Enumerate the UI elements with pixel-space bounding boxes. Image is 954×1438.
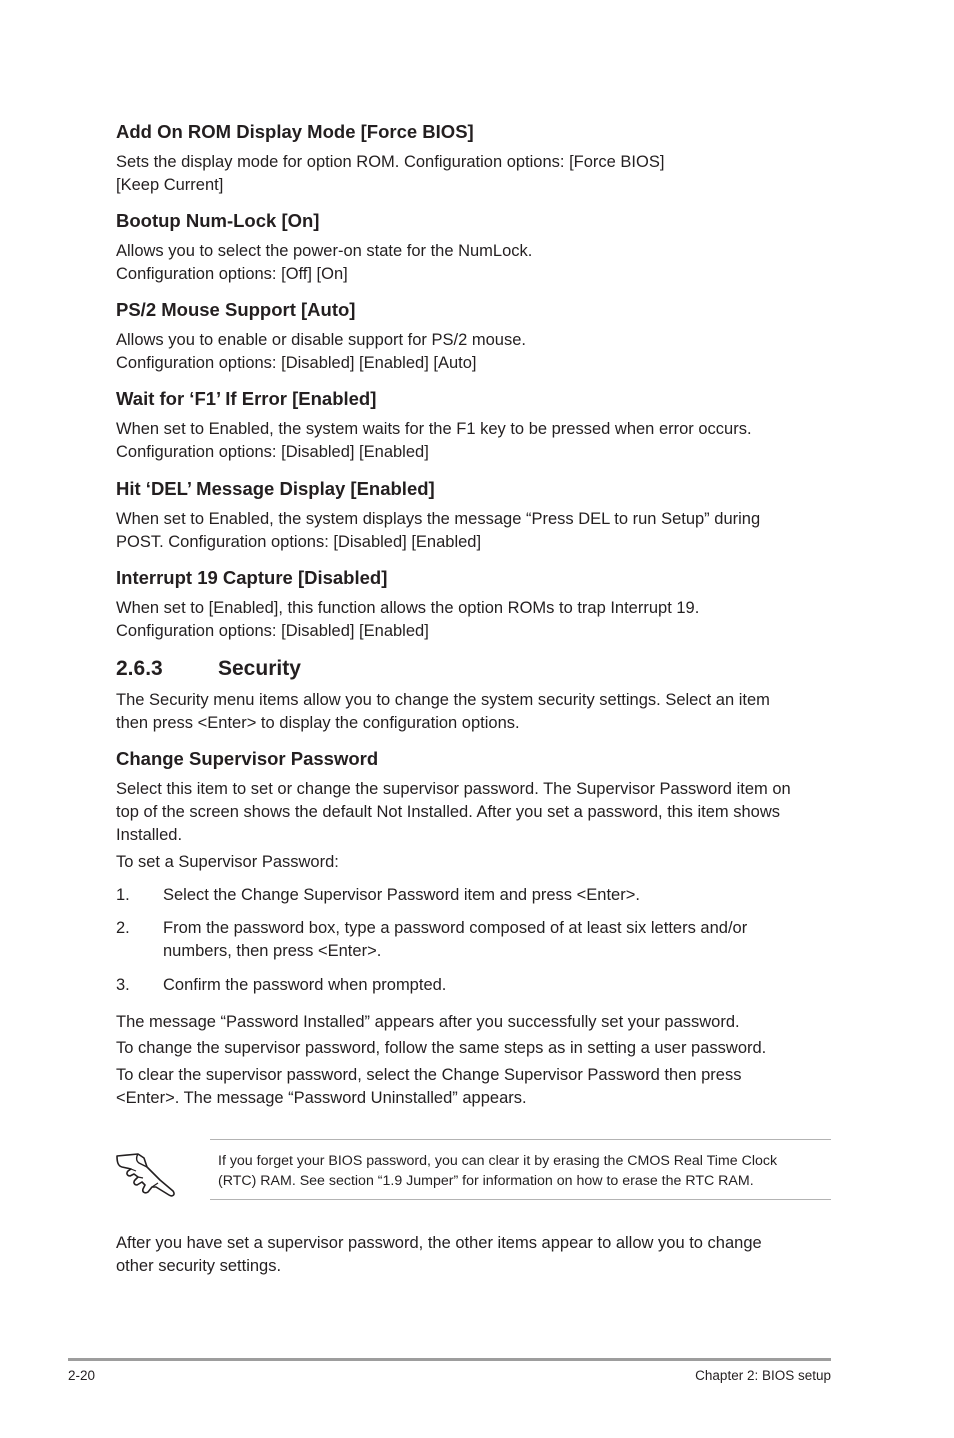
supervisor-password-description <box>116 778 836 847</box>
description-line: Allows you to select the power-on state for the NumLock. <box>116 242 533 260</box>
item-heading-bootup-numlock: Bootup Num-Lock [On] <box>116 210 320 231</box>
description-line: Configuration options: [Disabled] [Enabled] [Auto] <box>116 354 477 372</box>
description-line: When set to Enabled, the system displays the message “Press DEL to run Setup” during <box>116 510 761 528</box>
sub-heading-change-supervisor-password: Change Supervisor Password <box>116 748 379 769</box>
description-line: Select this item to set or change the supervisor password. The Supervisor Password item on <box>116 780 791 798</box>
description-line: Sets the display mode for option ROM. Configuration options: [Force BIOS] <box>116 153 665 171</box>
description-line: Configuration options: [Disabled] [Enabled] <box>116 622 429 640</box>
section-title: Security <box>218 657 301 680</box>
note-top-rule <box>210 1139 831 1140</box>
description-line: [Keep Current] <box>116 176 224 194</box>
item-heading-ps2-mouse: PS/2 Mouse Support [Auto] <box>116 299 356 320</box>
change-password-instructions: To change the supervisor password, follow the same steps as in setting a user password. <box>116 1039 767 1057</box>
instruction-line: <Enter>. The message “Password Uninstalled” appears. <box>116 1089 527 1107</box>
step-number: 1. <box>116 886 130 904</box>
description-line: When set to Enabled, the system waits for the F1 key to be pressed when error occurs. <box>116 420 752 438</box>
description-line: POST. Configuration options: [Disabled] [Enabled] <box>116 533 482 551</box>
step-text: Select the Change Supervisor Password item and press <Enter>. <box>163 886 640 904</box>
description-line: Configuration options: [Disabled] [Enabled] <box>116 443 429 461</box>
chapter-label: Chapter 2: BIOS setup <box>695 1368 831 1383</box>
item-heading-add-on-rom: Add On ROM Display Mode [Force BIOS] <box>116 121 474 142</box>
clear-password-instructions <box>116 1064 836 1110</box>
item-description-bootup-numlock <box>116 240 836 286</box>
after-line: After you have set a supervisor password, the other items appear to allow you to change <box>116 1234 762 1252</box>
password-installed-message: The message “Password Installed” appears after you successfully set your password. <box>116 1013 740 1031</box>
section-number: 2.6.3 <box>116 657 163 680</box>
after-line: other security settings. <box>116 1257 282 1275</box>
description-line: When set to [Enabled], this function allows the option ROMs to trap Interrupt 19. <box>116 599 700 617</box>
note-line: If you forget your BIOS password, you can clear it by erasing the CMOS Real Time Clock <box>218 1153 778 1169</box>
item-description-wait-f1 <box>116 418 836 464</box>
item-heading-hit-del: Hit ‘DEL’ Message Display [Enabled] <box>116 478 435 499</box>
step-number: 3. <box>116 976 130 994</box>
step-line: From the password box, type a password composed of at least six letters and/or <box>163 919 748 937</box>
step-line: numbers, then press <Enter>. <box>163 942 382 960</box>
step-text: Confirm the password when prompted. <box>163 976 447 994</box>
step-number: 2. <box>116 919 130 937</box>
description-line: Installed. <box>116 826 183 844</box>
section-intro <box>116 689 836 735</box>
note-line: (RTC) RAM. See section “1.9 Jumper” for information on how to erase the RTC RAM. <box>218 1173 754 1189</box>
description-line: Configuration options: [Off] [On] <box>116 265 348 283</box>
step-text <box>163 917 823 963</box>
after-set-text <box>116 1232 836 1278</box>
intro-line: The Security menu items allow you to change the system security settings. Select an item <box>116 691 770 709</box>
pointing-hand-icon <box>114 1147 178 1199</box>
item-heading-interrupt-19: Interrupt 19 Capture [Disabled] <box>116 567 388 588</box>
item-description-add-on-rom <box>116 151 836 197</box>
note-text <box>218 1151 830 1191</box>
intro-line: then press <Enter> to display the configuration options. <box>116 714 520 732</box>
note-bottom-rule <box>210 1199 831 1200</box>
item-description-interrupt-19 <box>116 597 836 643</box>
description-line: top of the screen shows the default Not Installed. After you set a password, this item shows <box>116 803 781 821</box>
to-set-label: To set a Supervisor Password: <box>116 853 339 871</box>
item-description-hit-del <box>116 508 836 554</box>
page-number: 2-20 <box>68 1368 96 1383</box>
instruction-line: To clear the supervisor password, select the Change Supervisor Password then press <box>116 1066 742 1084</box>
description-line: Allows you to enable or disable support for PS/2 mouse. <box>116 331 526 349</box>
footer-rule <box>68 1358 831 1361</box>
item-heading-wait-f1: Wait for ‘F1’ If Error [Enabled] <box>116 388 377 409</box>
item-description-ps2-mouse <box>116 329 836 375</box>
